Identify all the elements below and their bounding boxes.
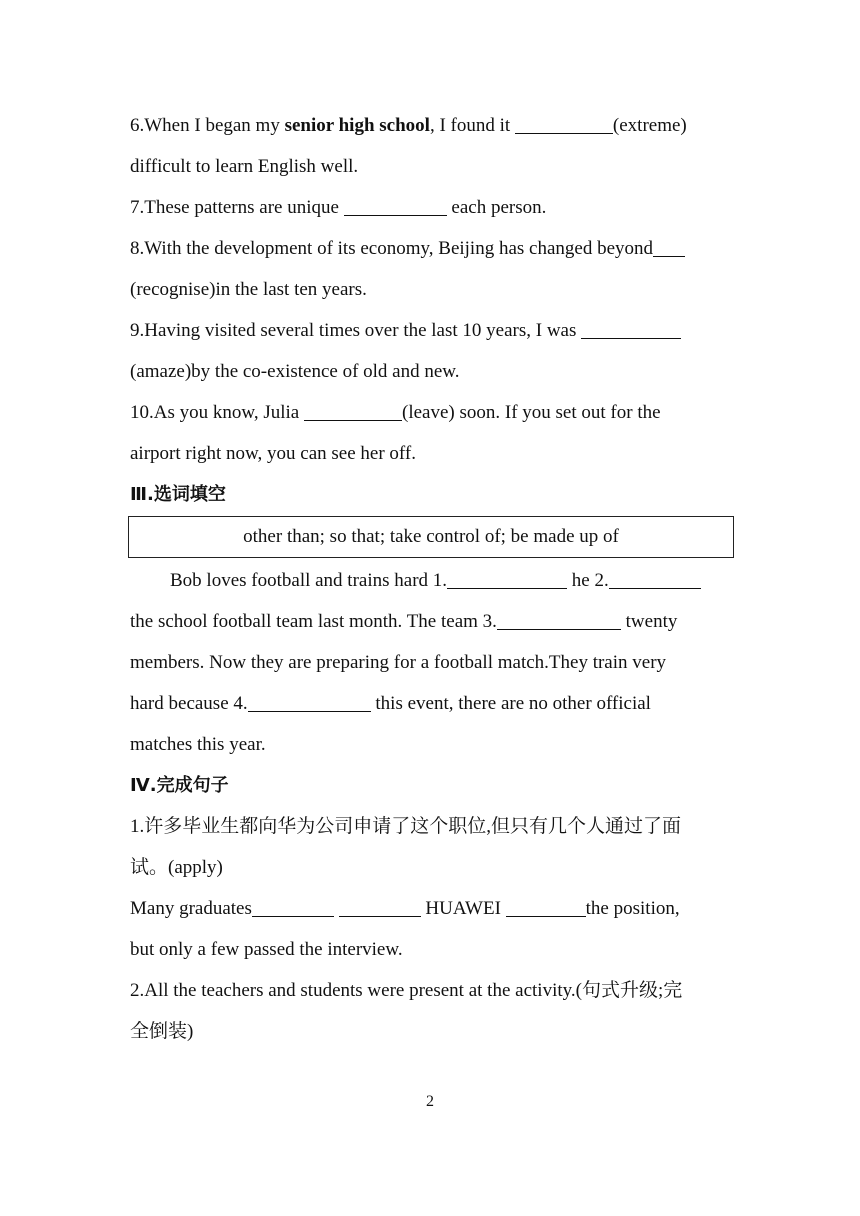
question-7: 7.These patterns are unique each person. bbox=[130, 187, 732, 228]
sentence-1-answer-line-1: Many graduates HUAWEI the position, bbox=[130, 888, 732, 929]
question-9-line-2: (amaze)by the co-existence of old and new. bbox=[130, 361, 460, 382]
answer-blank[interactable] bbox=[344, 193, 447, 216]
passage-line-2: the school football team last month. The team 3. twenty bbox=[130, 601, 732, 642]
answer-blank[interactable] bbox=[653, 234, 685, 257]
sentence-2-prompt-line-1: 2.All the teachers and students were present at the activity.(句式升级;完 bbox=[130, 980, 683, 1001]
passage-line-5: matches this year. bbox=[130, 734, 266, 755]
passage-line-1: Bob loves football and trains hard 1. he 2. bbox=[130, 560, 732, 601]
answer-blank[interactable] bbox=[515, 111, 613, 134]
sentence-2-prompt-line-2: 全倒装) bbox=[130, 1021, 194, 1042]
word-bank-box: other than; so that; take control of; be made up of bbox=[128, 516, 734, 558]
answer-blank[interactable] bbox=[581, 316, 681, 339]
passage-line-4: hard because 4. this event, there are no other official bbox=[130, 683, 732, 724]
question-6-line-2: difficult to learn English well. bbox=[130, 156, 359, 177]
question-10-line-2: airport right now, you can see her off. bbox=[130, 443, 416, 464]
question-9-line-1: 9.Having visited several times over the last 10 years, I was bbox=[130, 310, 732, 351]
answer-blank[interactable] bbox=[304, 398, 402, 421]
answer-blank-1[interactable] bbox=[447, 566, 567, 589]
answer-blank[interactable] bbox=[252, 894, 334, 917]
question-6-line-1: 6.When I began my senior high school, I found it (extreme) bbox=[130, 105, 732, 146]
answer-blank-2[interactable] bbox=[609, 566, 701, 589]
section-3-heading: Ⅲ.选词填空 bbox=[130, 484, 226, 505]
sentence-1-answer-line-2: but only a few passed the interview. bbox=[130, 939, 403, 960]
sentence-1-prompt-line-2: 试。(apply) bbox=[130, 857, 223, 878]
answer-blank[interactable] bbox=[339, 894, 421, 917]
section-4-heading: Ⅳ.完成句子 bbox=[130, 775, 229, 796]
answer-blank[interactable] bbox=[506, 894, 586, 917]
answer-blank-3[interactable] bbox=[497, 607, 621, 630]
question-8-line-2: (recognise)in the last ten years. bbox=[130, 279, 367, 300]
question-8-line-1: 8.With the development of its economy, Beijing has changed beyond bbox=[130, 228, 732, 269]
bold-phrase: senior high school bbox=[284, 115, 430, 136]
page-number: 2 bbox=[426, 1093, 434, 1110]
passage-line-3: members. Now they are preparing for a football match.They train very bbox=[130, 652, 667, 673]
question-10-line-1: 10.As you know, Julia (leave) soon. If you set out for the bbox=[130, 392, 732, 433]
sentence-1-prompt-line-1: 1.许多毕业生都向华为公司申请了这个职位,但只有几个人通过了面 bbox=[130, 816, 682, 837]
answer-blank-4[interactable] bbox=[248, 689, 371, 712]
worksheet-page bbox=[130, 105, 732, 1052]
